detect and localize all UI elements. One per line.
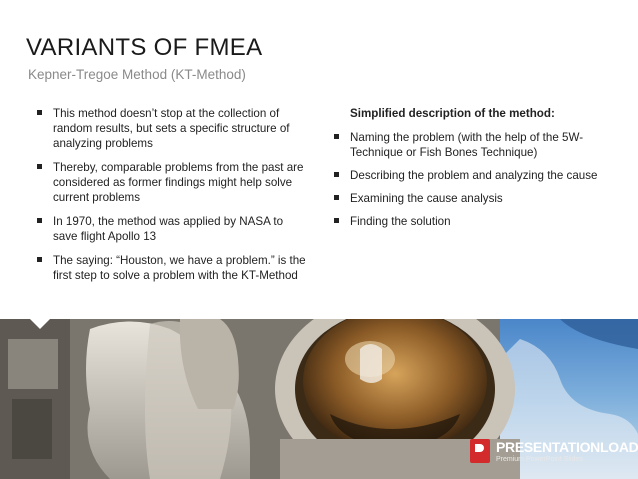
brand-tagline: Premium PowerPoint Slides xyxy=(496,455,583,463)
bullet-text: Examining the cause analysis xyxy=(350,192,503,205)
bullet-square-icon xyxy=(37,218,42,223)
photo-notch xyxy=(30,319,50,329)
list-item xyxy=(334,191,624,206)
bullet-text: Describing the problem and analyzing the cause xyxy=(350,169,598,182)
list-item xyxy=(334,130,624,160)
bullet-text: This method doesn’t stop at the collection of random results, but sets a specific structure of analyzing problems xyxy=(53,107,290,150)
brand-p-icon xyxy=(470,439,490,463)
brand-name-part2: LOAD xyxy=(600,438,638,455)
right-column xyxy=(334,106,624,237)
list-item xyxy=(37,160,309,205)
bullet-text: In 1970, the method was applied by NASA to save flight Apollo 13 xyxy=(53,215,284,243)
brand-name xyxy=(496,440,638,454)
list-item xyxy=(37,253,309,283)
bullet-square-icon xyxy=(334,195,339,200)
list-item xyxy=(37,106,309,151)
bullet-square-icon xyxy=(334,172,339,177)
bullet-square-icon xyxy=(37,257,42,262)
list-item xyxy=(37,214,309,244)
bullet-square-icon xyxy=(334,134,339,139)
list-item xyxy=(334,214,624,229)
bullet-text: Naming the problem (with the help of the 5W-Technique or Fish Bones Technique) xyxy=(350,131,584,159)
bullet-text: Finding the solution xyxy=(350,215,451,228)
left-bullet-list xyxy=(37,106,309,283)
bullet-text: Thereby, comparable problems from the past are considered as former findings might help solve current problems xyxy=(53,161,304,204)
bullet-text: The saying: “Houston, we have a problem.” is the first step to solve a problem with the KT-Method xyxy=(53,254,306,282)
brand-name-part1: PRESENTATION xyxy=(496,438,600,455)
list-item xyxy=(334,168,624,183)
bullet-square-icon xyxy=(37,110,42,115)
bullet-square-icon xyxy=(334,218,339,223)
slide-title: VARIANTS OF FMEA xyxy=(26,34,263,61)
slide-subtitle: Kepner-Tregoe Method (KT-Method) xyxy=(28,67,246,82)
right-bullet-list xyxy=(334,130,624,229)
brand-text xyxy=(496,440,638,463)
method-heading: Simplified description of the method: xyxy=(350,107,555,120)
presentationload-logo xyxy=(470,438,638,464)
bullet-square-icon xyxy=(37,164,42,169)
left-column xyxy=(37,106,309,292)
